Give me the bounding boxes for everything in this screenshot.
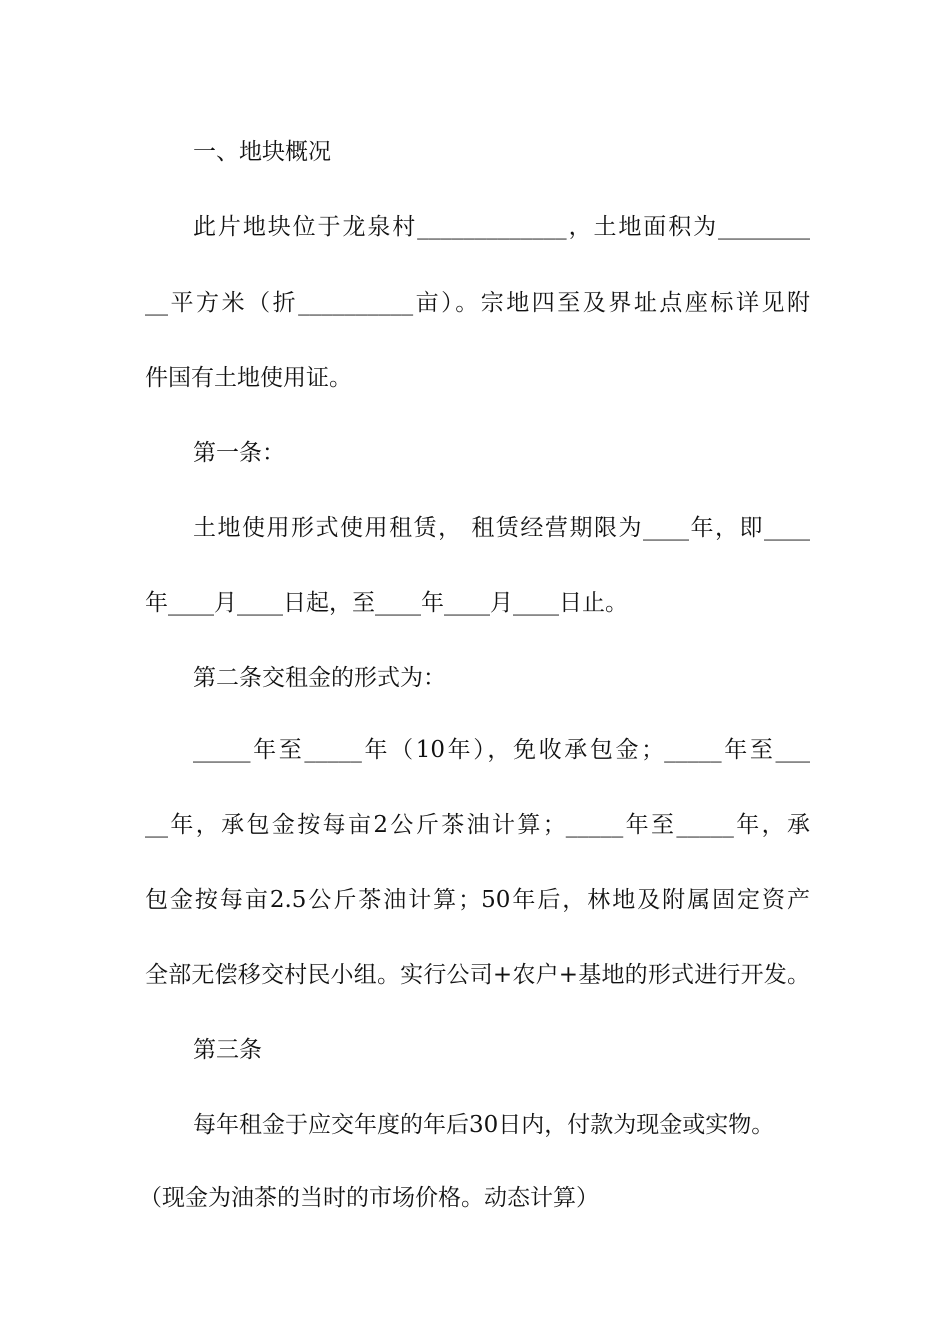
article-heading-3: 第三条	[193, 1037, 262, 1063]
article-heading-2: 第二条交租金的形式为：	[193, 665, 446, 691]
paragraph-line: _____年至_____年（10年），免收承包金；_____年至___	[193, 737, 810, 763]
article-heading-1: 第一条：	[193, 440, 285, 466]
section-heading-plot-overview: 一、地块概况	[193, 139, 331, 165]
paragraph-line: （现金为油茶的当时的市场价格。动态计算）	[139, 1185, 599, 1211]
paragraph-line: 全部无偿移交村民小组。实行公司+农户+基地的形式进行开发。	[145, 962, 810, 988]
paragraph-line: __年，承包金按每亩2公斤茶油计算；_____年至_____年，承	[145, 812, 810, 838]
paragraph-line: 每年租金于应交年度的年后30日内，付款为现金或实物。	[193, 1112, 775, 1138]
paragraph-line: 此片地块位于龙泉村_____________，土地面积为________	[193, 214, 810, 240]
paragraph-line: 件国有土地使用证。	[145, 365, 352, 391]
paragraph-line: 包金按每亩2.5公斤茶油计算；50年后，林地及附属固定资产	[145, 887, 810, 913]
paragraph-line: 土地使用形式使用租赁， 租赁经营期限为____年，即____	[193, 515, 810, 541]
paragraph-line: __平方米（折__________亩）。宗地四至及界址点座标详见附	[145, 290, 810, 316]
paragraph-line: 年____月____日起，至____年____月____日止。	[145, 590, 628, 616]
